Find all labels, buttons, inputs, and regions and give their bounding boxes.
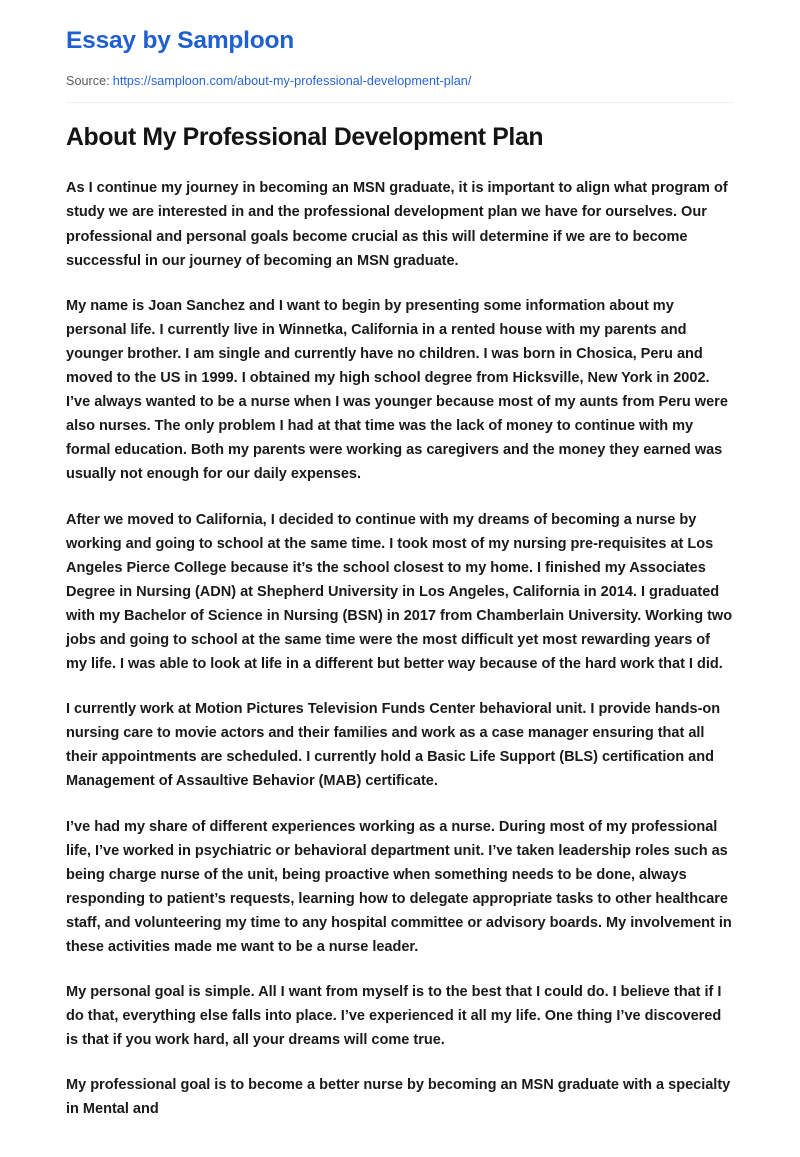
essay-content [0,103,800,1121]
paragraph: As I continue my journey in becoming an MSN graduate, it is important to align what program of study we are interested in and the professional development plan we have for ourselves. Our professional and personal goals become crucial as this will determine if we are to become successful in our journey of becoming an MSN graduate. [66,180,728,269]
paragraph: My name is Joan Sanchez and I want to begin by presenting some information about my personal life. I currently live in Winnetka, California in a rented house with my parents and younger brother. I am single and currently have no children. I was born in Chosica, Peru and moved to the US in 1999. I obtained my high school degree from Hicksville, New York in 2002. I’ve always wanted to be a nurse when I was younger because most of my aunts from Peru were also nurses. The only problem I had at that time was the lack of money to continue with my formal education. Both my parents were working as caregivers and the money they earned was usually not enough for our daily expenses. [66,297,728,483]
page-header [0,0,800,88]
paragraph: I’ve had my share of different experiences working as a nurse. During most of my professional life, I’ve worked in psychiatric or behavioral department unit. I’ve taken leadership roles such as being charge nurse of the unit, being proactive when something needs to be done, always responding to patient’s requests, learning how to delegate appropriate tasks to other healthcare staff, and volunteering my time to any hospital committee or advisory boards. My involvement in these activities made me want to be a nurse leader. [66,818,732,955]
source-label: Source: [66,74,110,89]
source-line [66,74,734,88]
paragraph: My professional goal is to become a better nurse by becoming an MSN graduate with a specialty in Mental and [66,1077,731,1118]
paragraph: I currently work at Motion Pictures Television Funds Center behavioral unit. I provide hands-on nursing care to movie actors and their families and work as a case manager ensuring that all their appointments are scheduled. I currently hold a Basic Life Support (BLS) certification and Management of Assaultive Behavior (MAB) certificate. [66,701,721,790]
paragraph: My personal goal is simple. All I want from myself is to the best that I could do. I believe that if I do that, everything else falls into place. I’ve experienced it all my life. One thing I’ve discovered is that if you work hard, all your dreams will come true. [66,984,722,1049]
paragraph: After we moved to California, I decided to continue with my dreams of becoming a nurse by working and going to school at the same time. I took most of my nursing pre-requisites at Los Angeles Pierce College because it’s the school closest to my home. I finished my Associates Degree in Nursing (ADN) at Shepherd University in Los Angeles, California in 2014. I graduated with my Bachelor of Science in Nursing (BSN) in 2017 from Chamberlain University. Working two jobs and going to school at the same time were the most difficult yet most rewarding years of my life. I was able to look at life in a different but better way because of the hard work that I did. [66,511,733,673]
source-url-link[interactable]: https://samploon.com/about-my-professional-development-plan/ [112,74,472,89]
page-title: About My Professional Development Plan [66,124,544,152]
site-brand-title: Essay by Samploon [66,27,295,54]
